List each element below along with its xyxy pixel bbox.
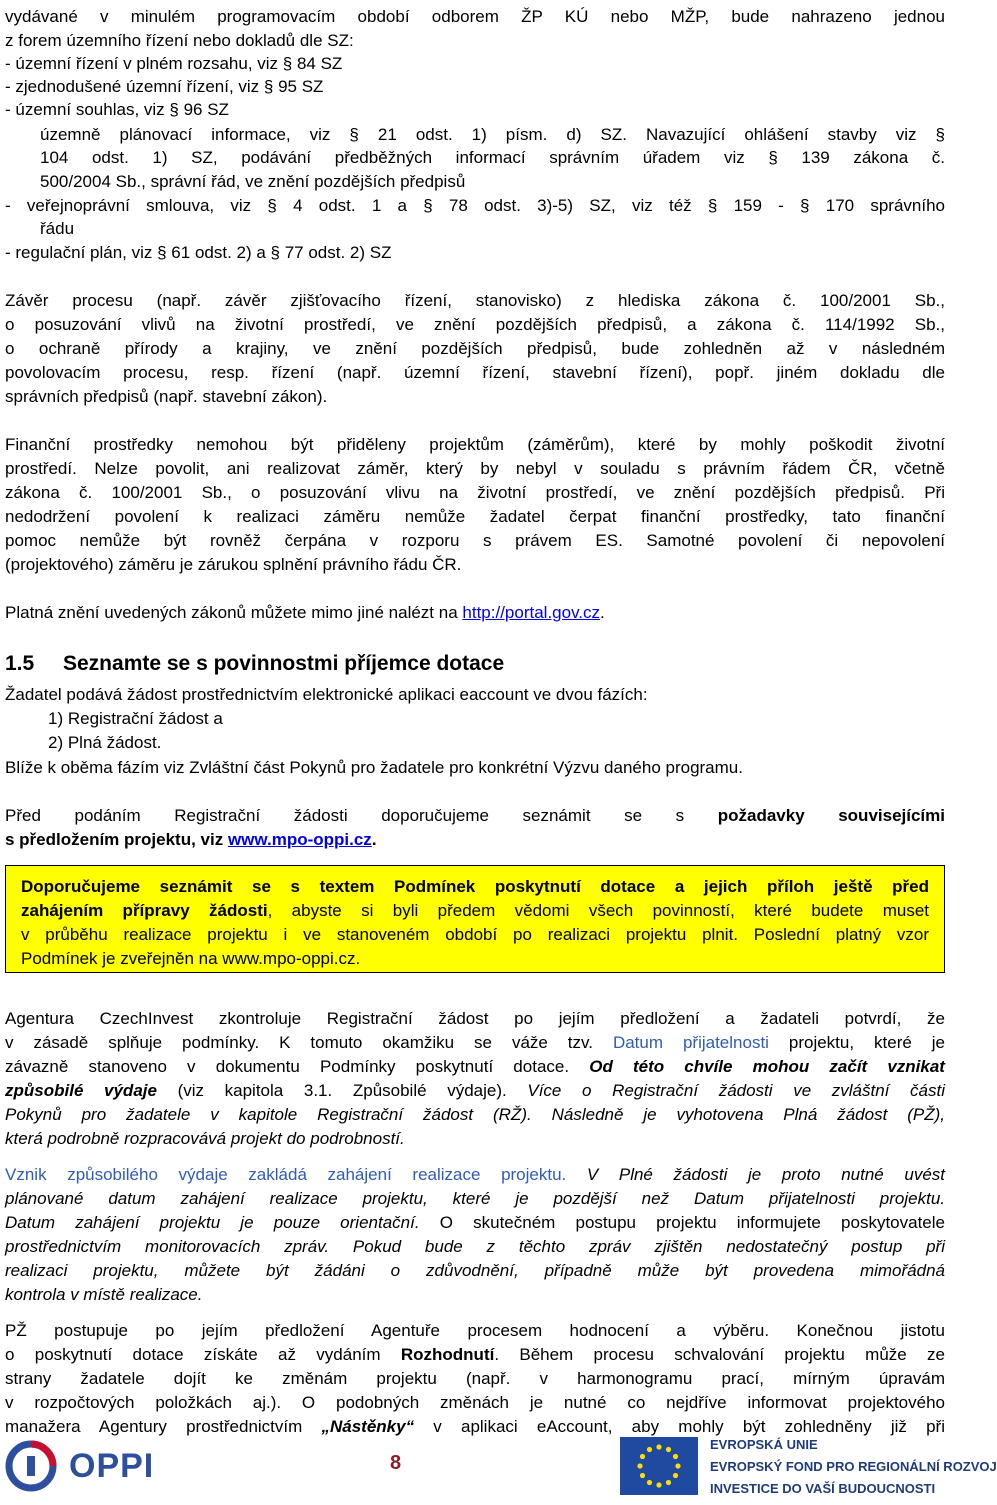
- bold-span: Rozhodnutí: [400, 1345, 495, 1364]
- text-line: (projektového) záměru je zárukou splnění právního řádu ČR.: [5, 555, 462, 574]
- text-line: 500/2004 Sb., správní řád, ve znění pozdějších předpisů: [40, 172, 466, 191]
- text-line: prostřednictvím monitorovacích zpráv. Pokud bude z těchto zpráv zjištěn nedostatečný postup při: [5, 1237, 945, 1256]
- text-line: z forem územního řízení nebo dokladů dle SZ:: [5, 31, 354, 50]
- text-line: [5, 1080, 945, 1102]
- text-line: povolovacím procesu, resp. řízení (např. územní řízení, stavební řízení), popř. jiném dokladu dle: [5, 363, 945, 382]
- blue-span: Vznik způsobilého výdaje zakládá zahájení realizace projektu.: [5, 1165, 567, 1184]
- mpo-link[interactable]: www.mpo-oppi.cz: [227, 830, 372, 849]
- text-span: O skutečném postupu projektu informujete poskytovatele: [419, 1213, 945, 1232]
- text-line: zákona č. 100/2001 Sb., o posuzování vlivu na životní prostředí, ve znění pozdějších předpisů. Při: [5, 483, 945, 502]
- text-line: kontrola v místě realizace.: [5, 1285, 203, 1304]
- datum-prijatelnosti: Datum přijatelnosti: [612, 1033, 769, 1052]
- oppi-logo: [5, 1440, 154, 1492]
- text-line: [5, 1212, 945, 1234]
- text-span: v zásadě splňuje podmínky. K tomuto okamžiku se váže tzv.: [5, 1033, 613, 1052]
- text-span: . Během procesu schvalování projektu může ze: [494, 1345, 945, 1364]
- list-item: 1) Registrační žádost a: [48, 709, 223, 728]
- list-item: - zjednodušené územní řízení, viz § 95 SZ: [5, 77, 324, 96]
- text-span: manažera Agentury prostřednictvím: [5, 1417, 322, 1436]
- text-span: (viz kapitola 3.1. Způsobilé výdaje).: [156, 1081, 528, 1100]
- eu-flag-icon: [620, 1437, 698, 1495]
- list-item: 2) Plná žádost.: [48, 733, 162, 752]
- platna-text: Platná znění uvedených zákonů můžete mimo jiné nalézt na: [5, 603, 463, 622]
- eu-line: EVROPSKÁ UNIE: [710, 1437, 818, 1452]
- text-line: 104 odst. 1) SZ, podávání předběžných informací správním úřadem viz § 139 zákona č.: [40, 148, 945, 167]
- section-title: Seznamte se s povinnostmi příjemce dotace: [63, 652, 505, 675]
- portal-link[interactable]: http://portal.gov.cz: [462, 603, 601, 622]
- text-line: o posuzování vlivů na životní prostředí, ve znění pozdějších předpisů, a zákona č. 114/1992 Sb.,: [5, 315, 945, 334]
- text-span: o poskytnutí dotace získáte až vydáním: [5, 1345, 401, 1364]
- italic-span: Více o Registrační žádosti ve zvláštní části: [527, 1081, 945, 1100]
- list-item: - veřejnoprávní smlouva, viz § 4 odst. 1 a § 78 odst. 3)-5) SZ, viz též § 159 - § 170 správního: [5, 196, 945, 215]
- text-line: [5, 1344, 945, 1366]
- text-line: [5, 1056, 945, 1078]
- text-line: Agentura CzechInvest zkontroluje Registrační žádost po jejím předložení a žadateli potvrdí, že: [5, 1009, 945, 1028]
- pred-bold: s předložením projektu, viz: [5, 830, 228, 849]
- box-line: [21, 900, 929, 922]
- text-line: prostředí. Nelze povolit, ani realizovat záměr, který by nebyl v souladu s právním řádem ČR, včetně: [5, 459, 945, 478]
- pred-text: Před podáním Registrační žádosti doporučujeme seznámit se s: [5, 806, 718, 825]
- box-line: Podmínek je zveřejněn na www.mpo-oppi.cz.: [21, 949, 361, 968]
- text-line: plánované datum zahájení realizace projektu, které je pozdější než Datum přijatelnosti projektu.: [5, 1189, 945, 1208]
- list-item: - územní souhlas, viz § 96 SZ: [5, 100, 229, 119]
- section-heading: [5, 652, 504, 676]
- eu-line: EVROPSKÝ FOND PRO REGIONÁLNÍ ROZVOJ: [710, 1459, 997, 1474]
- text-line: [5, 805, 945, 827]
- text-line: vydávané v minulém programovacím období odborem ŽP KÚ nebo MŽP, bude nahrazeno jednou: [5, 7, 945, 26]
- text-line: Žadatel podává žádost prostřednictvím elektronické aplikaci eaccount ve dvou fázích:: [5, 685, 648, 704]
- text-line: Závěr procesu (např. závěr zjišťovacího řízení, stanovisko) z hlediska zákona č. 100/2001 Sb.,: [5, 291, 945, 310]
- box-line: Doporučujeme seznámit se s textem Podmínek poskytnutí dotace a jejich příloh ještě před: [21, 877, 929, 896]
- section-number: 1.5: [5, 652, 35, 675]
- footer: [0, 1430, 997, 1505]
- box-line: v průběhu realizace projektu i ve stanoveném období po realizaci projektu plnit. Poslední platný vzor: [21, 925, 929, 944]
- highlight-box: [5, 865, 945, 973]
- text-line: o ochraně přírody a krajiny, ve znění pozdějších předpisů, bude zohledněn až v následném: [5, 339, 945, 358]
- bold-italic-span: Od této chvíle mohou začít vznikat: [589, 1057, 945, 1076]
- eu-logo: [620, 1432, 997, 1502]
- text-span: projektu, které je: [768, 1033, 945, 1052]
- text-line: [5, 1164, 945, 1186]
- text-line: [5, 602, 945, 624]
- text-span: závazně stanoveno v dokumentu Podmínky poskytnutí dotace.: [5, 1057, 590, 1076]
- text-line: Blíže k oběma fázím viz Zvláštní část Pokynů pro žadatele pro konkrétní Výzvu daného programu.: [5, 758, 743, 777]
- list-item: - územní řízení v plném rozsahu, viz § 84 SZ: [5, 54, 343, 73]
- text-line: [5, 829, 945, 851]
- text-line: Pokynů pro žadatele v kapitole Registrační žádost (RŽ). Následně je vyhotovena Plná žádost (PŽ),: [5, 1105, 945, 1124]
- bold-italic-span: „Nástěnky“: [321, 1417, 415, 1436]
- pred-end: .: [371, 830, 377, 849]
- text-line: Finanční prostředky nemohou být přiděleny projektům (záměrům), které by mohly poškodit životní: [5, 435, 945, 454]
- italic-span: V Plné žádosti je proto nutné uvést: [566, 1165, 946, 1184]
- text-line: realizaci projektu, můžete být žádáni o zdůvodnění, případně může být provedena mimořádná: [5, 1261, 945, 1280]
- text-line: která podrobně rozpracovává projekt do podrobností.: [5, 1129, 405, 1148]
- box-bold: zahájením přípravy žádosti: [21, 901, 268, 920]
- text-line: v rozpočtových položkách aj.). O podobných změnách je nutné co nejdříve informovat projektového: [5, 1393, 945, 1412]
- pred-bold: požadavky souvisejícími: [717, 806, 945, 825]
- oppi-logo-text: OPPI: [69, 1446, 155, 1485]
- text-line: nedodržení povolení k realizaci záměru nemůže žadatel čerpat finanční prostředky, tato finanční: [5, 507, 945, 526]
- list-item: - regulační plán, viz § 61 odst. 2) a § 77 odst. 2) SZ: [5, 243, 392, 262]
- text-line: řádu: [40, 219, 75, 238]
- text-line: územně plánovací informace, viz § 21 odst. 1) písm. d) SZ. Navazující ohlášení stavby viz §: [40, 125, 945, 144]
- text-line: pomoc nemůže být rovněž čerpána v rozporu s právem ES. Samotné povolení či nepovolení: [5, 531, 945, 550]
- box-text: , abyste si byli předem vědomi všech povinností, které budete muset: [267, 901, 929, 920]
- italic-span: Datum zahájení projektu je pouze orientační.: [5, 1213, 420, 1232]
- text-line: [5, 1032, 945, 1054]
- eu-line: INVESTICE DO VAŠÍ BUDOUCNOSTI: [710, 1481, 936, 1496]
- page-number: 8: [390, 1452, 402, 1474]
- oppi-logo-icon: [5, 1440, 57, 1492]
- text-span: v aplikaci eAccount, aby mohly být zohledněny již při: [414, 1417, 945, 1436]
- bold-italic-span: způsobilé výdaje: [5, 1081, 157, 1100]
- text-line: PŽ postupuje po jejím předložení Agentuře procesem hodnocení a výběru. Konečnou jistotu: [5, 1321, 945, 1340]
- text-line: strany žadatele dojít ke změnám projektu (např. v harmonogramu prací, mírným úpravám: [5, 1369, 945, 1388]
- platna-end: .: [600, 603, 605, 622]
- text-line: správních předpisů (např. stavební zákon).: [5, 387, 328, 406]
- eu-text: [710, 1434, 997, 1500]
